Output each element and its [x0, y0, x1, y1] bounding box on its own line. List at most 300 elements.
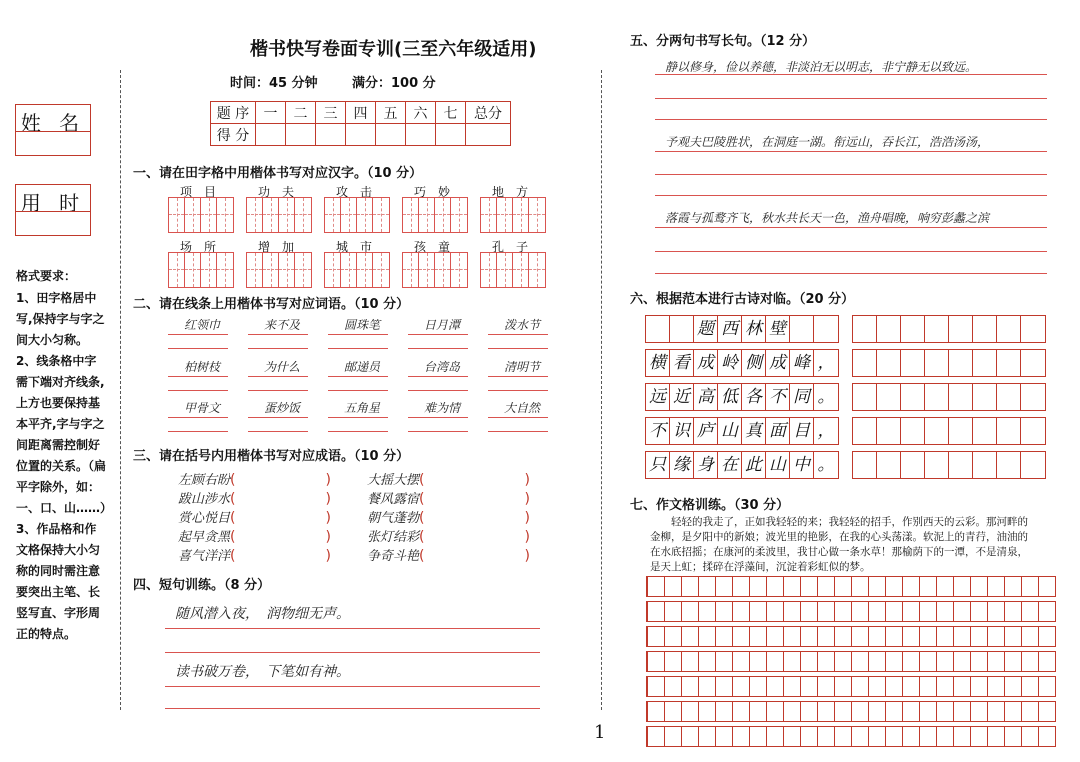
writing-line[interactable] — [248, 390, 308, 391]
vocab-word: 邮递员 — [343, 360, 380, 374]
writing-line[interactable] — [248, 431, 308, 432]
open-paren: ( — [230, 548, 236, 564]
writing-line[interactable] — [328, 417, 388, 418]
tian-cell[interactable] — [419, 253, 435, 287]
poem-char: 山 — [766, 452, 790, 478]
poem-practice-row[interactable] — [852, 417, 1046, 445]
practice-cell[interactable] — [877, 316, 901, 342]
practice-cell[interactable] — [997, 316, 1021, 342]
poem-model-row — [645, 383, 839, 411]
score-cell: 得 分 — [211, 124, 256, 146]
writing-line[interactable] — [655, 98, 1047, 99]
time-limit: 时间：45 分钟 — [230, 76, 318, 91]
long-sentence-3: 落霞与孤鹜齐飞，秋水共长天一色，渔舟唱晚，响穷彭蠡之滨 — [665, 211, 990, 225]
tian-cell[interactable] — [325, 198, 341, 232]
score-input[interactable] — [376, 124, 406, 146]
tian-cell[interactable] — [295, 198, 311, 232]
close-paren: ) — [325, 529, 331, 545]
writing-line[interactable] — [168, 417, 228, 418]
tian-grid[interactable] — [246, 252, 312, 288]
tian-cell[interactable] — [217, 253, 233, 287]
score-input[interactable] — [316, 124, 346, 146]
writing-line[interactable] — [248, 334, 308, 335]
writing-line[interactable] — [328, 348, 388, 349]
idiom-row — [367, 488, 530, 507]
tian-cell[interactable] — [247, 198, 263, 232]
name-label: 姓 名 — [20, 111, 86, 135]
score-cell: 题 序 — [211, 102, 256, 124]
writing-line[interactable] — [408, 390, 468, 391]
time-used-box[interactable] — [15, 184, 91, 236]
writing-line[interactable] — [165, 652, 540, 653]
poem-practice-row[interactable] — [852, 451, 1046, 479]
idiom-row — [367, 526, 530, 545]
vocab-word: 难为情 — [423, 401, 460, 415]
poem-char: 横 — [646, 350, 670, 376]
poem-char: 看 — [670, 350, 694, 376]
close-paren: ) — [524, 472, 530, 488]
practice-cell[interactable] — [997, 452, 1021, 478]
idiom-text: 张灯结彩 — [367, 530, 420, 545]
tian-cell[interactable] — [435, 198, 451, 232]
tian-cell[interactable] — [481, 253, 497, 287]
writing-line[interactable] — [248, 376, 308, 377]
section-6-title: 六、根据范本进行古诗对临。（20 分） — [630, 292, 855, 307]
practice-cell[interactable] — [853, 350, 877, 376]
poem-char: 同 — [790, 384, 814, 410]
tian-grid[interactable] — [480, 197, 546, 233]
poem-practice-row[interactable] — [852, 383, 1046, 411]
practice-cell[interactable] — [997, 350, 1021, 376]
close-paren: ) — [524, 510, 530, 526]
tian-cell[interactable] — [529, 198, 545, 232]
tian-cell[interactable] — [263, 253, 279, 287]
score-input[interactable] — [466, 124, 511, 146]
essay-passage: 轻轻的我走了，正如我轻轻的来；我轻轻的招手，作别西天的云彩。那河畔的金柳，是夕阳中的新娘；波光里的艳影，在我的心头荡漾。软泥上的青荇，油油的在水底招摇；在康河的柔波里，我甘心做一条水草！那榆荫下的一潭，不是清泉，是天上虹；揉碎在浮藻间，沉淀着彩虹似的梦。 — [650, 516, 1028, 573]
practice-cell[interactable] — [973, 452, 997, 478]
left-divider — [120, 70, 121, 710]
open-paren: ( — [419, 529, 425, 545]
tian-cell[interactable] — [341, 198, 357, 232]
section-1-title: 一、请在田字格中用楷体书写对应汉字。（10 分） — [133, 166, 423, 181]
tian-cell[interactable] — [373, 253, 389, 287]
practice-cell[interactable] — [901, 384, 925, 410]
writing-line[interactable] — [408, 431, 468, 432]
page-number: 1 — [594, 722, 606, 743]
open-paren: ( — [419, 472, 425, 488]
score-input[interactable] — [286, 124, 316, 146]
open-paren: ( — [230, 472, 236, 488]
open-paren: ( — [230, 491, 236, 507]
poem-char: 缘 — [670, 452, 694, 478]
idiom-text: 大摇大摆 — [367, 473, 420, 488]
poem-char — [670, 316, 694, 342]
tian-cell[interactable] — [357, 253, 373, 287]
poem-char: 庐 — [694, 418, 718, 444]
tian-word-label: 孔 子 — [491, 240, 528, 254]
section-2-title: 二、请在线条上用楷体书写对应词语。（10 分） — [133, 297, 410, 312]
vocab-word: 日月潭 — [423, 318, 460, 332]
practice-cell[interactable] — [973, 350, 997, 376]
idiom-row — [178, 526, 331, 545]
score-cell: 总分 — [466, 102, 511, 124]
writing-line[interactable] — [165, 686, 540, 687]
format-title: 格式要求： — [16, 269, 77, 283]
tian-cell[interactable] — [403, 253, 419, 287]
practice-cell[interactable] — [1021, 350, 1045, 376]
tian-cell[interactable] — [497, 198, 513, 232]
poem-char: 面 — [766, 418, 790, 444]
poem-char: 。 — [817, 455, 835, 475]
poem-char: 。 — [817, 387, 835, 407]
vocab-word: 泼水节 — [503, 318, 540, 332]
tian-cell[interactable] — [279, 253, 295, 287]
score-table-header-row — [211, 102, 511, 124]
score-cell: 六 — [406, 102, 436, 124]
score-input[interactable] — [406, 124, 436, 146]
tian-cell[interactable] — [451, 198, 467, 232]
tian-cell[interactable] — [325, 253, 341, 287]
vocab-word: 柏树枝 — [183, 360, 220, 374]
poem-char: 山 — [718, 418, 742, 444]
vocab-word: 台湾岛 — [423, 360, 460, 374]
idiom-row — [178, 488, 331, 507]
tian-grid[interactable] — [246, 197, 312, 233]
poem-char: ， — [817, 353, 835, 373]
score-cell: 二 — [286, 102, 316, 124]
section-7-title: 七、作文格训练。（30 分） — [630, 498, 790, 513]
writing-line[interactable] — [488, 334, 548, 335]
practice-cell[interactable] — [901, 350, 925, 376]
practice-cell[interactable] — [925, 452, 949, 478]
tian-word-label: 场 所 — [179, 240, 216, 254]
vocab-word: 蛋炒饭 — [263, 401, 300, 415]
score-input[interactable] — [436, 124, 466, 146]
tian-word-label: 地 方 — [491, 185, 528, 199]
poem-char: 目 — [790, 418, 814, 444]
writing-line[interactable] — [655, 74, 1047, 75]
idiom-text: 左顾右盼 — [178, 473, 231, 488]
tian-cell[interactable] — [185, 253, 201, 287]
tian-grid[interactable] — [402, 197, 468, 233]
poem-char — [790, 316, 814, 342]
practice-cell[interactable] — [925, 418, 949, 444]
writing-line[interactable] — [168, 390, 228, 391]
close-paren: ) — [524, 529, 530, 545]
essay-grid-row[interactable] — [646, 626, 1056, 647]
short-sentence-1: 随风潜入夜， 润物细无声。 — [175, 606, 350, 622]
long-sentence-1: 静以修身，俭以养德，非淡泊无以明志，非宁静无以致远。 — [665, 60, 978, 74]
poem-char — [814, 316, 838, 342]
score-table — [210, 101, 511, 146]
close-paren: ) — [524, 491, 530, 507]
close-paren: ) — [325, 510, 331, 526]
practice-cell[interactable] — [949, 350, 973, 376]
writing-line[interactable] — [488, 376, 548, 377]
open-paren: ( — [419, 491, 425, 507]
practice-cell[interactable] — [949, 452, 973, 478]
poem-char: 成 — [694, 350, 718, 376]
practice-cell[interactable] — [949, 418, 973, 444]
close-paren: ) — [325, 472, 331, 488]
tian-grid[interactable] — [402, 252, 468, 288]
tian-grid[interactable] — [324, 252, 390, 288]
poem-practice-row[interactable] — [852, 349, 1046, 377]
section-4-title: 四、短句训练。（8 分） — [133, 578, 271, 593]
page-title: 楷书快写卷面专训(三至六年级适用) — [250, 39, 537, 60]
tian-cell[interactable] — [373, 198, 389, 232]
idiom-text: 跋山涉水 — [178, 492, 231, 507]
idiom-row — [178, 507, 331, 526]
writing-line[interactable] — [165, 628, 540, 629]
poem-model-row — [645, 315, 839, 343]
tian-word-label: 城 市 — [335, 240, 372, 254]
tian-cell[interactable] — [247, 253, 263, 287]
format-rule-3: 3、作品格和作文格保持大小匀称的同时需注意要突出主笔、长竖写直、字形周正的特点。 — [16, 522, 101, 641]
poem-char: 西 — [718, 316, 742, 342]
tian-grid[interactable] — [168, 252, 234, 288]
tian-cell[interactable] — [201, 198, 217, 232]
poem-char: 题 — [694, 316, 718, 342]
tian-cell[interactable] — [279, 198, 295, 232]
writing-line[interactable] — [655, 119, 1047, 120]
writing-line[interactable] — [168, 431, 228, 432]
tian-cell[interactable] — [169, 253, 185, 287]
vocab-word: 来不及 — [263, 318, 300, 332]
score-cell: 一 — [256, 102, 286, 124]
practice-cell[interactable] — [877, 452, 901, 478]
vocab-word: 红领巾 — [183, 318, 220, 332]
tian-word-label: 巧 妙 — [413, 185, 450, 199]
tian-cell[interactable] — [295, 253, 311, 287]
tian-cell[interactable] — [185, 198, 201, 232]
poem-char: 成 — [766, 350, 790, 376]
writing-line[interactable] — [655, 195, 1047, 196]
poem-char: 各 — [742, 384, 766, 410]
name-box[interactable] — [15, 104, 91, 156]
practice-cell[interactable] — [949, 384, 973, 410]
poem-char: ， — [817, 421, 835, 441]
section-3-title: 三、请在括号内用楷体书写对应成语。（10 分） — [133, 449, 410, 464]
essay-grid-row[interactable] — [646, 701, 1056, 722]
format-rule-2: 2、线条格中字需下端对齐线条,上方也要保持基本平齐,字与字之间距离需控制好位置的关系。（扁平字除外，如：一、口、山……） — [16, 354, 113, 515]
poem-model-row — [645, 417, 839, 445]
writing-line[interactable] — [328, 376, 388, 377]
practice-cell[interactable] — [853, 384, 877, 410]
poem-model-row — [645, 349, 839, 377]
practice-cell[interactable] — [973, 384, 997, 410]
writing-line[interactable] — [408, 334, 468, 335]
format-rule-1: 1、田字格居中写,保持字与字之间大小匀称。 — [16, 291, 105, 347]
tian-cell[interactable] — [451, 253, 467, 287]
tian-cell[interactable] — [419, 198, 435, 232]
practice-cell[interactable] — [997, 418, 1021, 444]
tian-word-label: 孩 童 — [413, 240, 450, 254]
score-table-score-row — [211, 124, 511, 146]
writing-line[interactable] — [488, 390, 548, 391]
short-sentence-2: 读书破万卷， 下笔如有神。 — [175, 664, 350, 680]
practice-cell[interactable] — [1021, 418, 1045, 444]
poem-char: 身 — [694, 452, 718, 478]
open-paren: ( — [230, 510, 236, 526]
writing-line[interactable] — [655, 227, 1047, 228]
writing-line[interactable] — [408, 417, 468, 418]
idiom-text: 朝气蓬勃 — [367, 511, 420, 526]
vocab-word: 大自然 — [503, 401, 540, 415]
idiom-row — [178, 545, 331, 564]
writing-line[interactable] — [168, 334, 228, 335]
writing-line[interactable] — [168, 348, 228, 349]
poem-char: 只 — [646, 452, 670, 478]
practice-cell[interactable] — [877, 350, 901, 376]
tian-cell[interactable] — [217, 198, 233, 232]
idiom-row — [367, 507, 530, 526]
close-paren: ) — [325, 491, 331, 507]
writing-line[interactable] — [328, 334, 388, 335]
practice-cell[interactable] — [925, 350, 949, 376]
tian-cell[interactable] — [341, 253, 357, 287]
essay-grid-row[interactable] — [646, 651, 1056, 672]
practice-cell[interactable] — [853, 316, 877, 342]
tian-cell[interactable] — [169, 198, 185, 232]
poem-char: 真 — [742, 418, 766, 444]
practice-cell[interactable] — [853, 452, 877, 478]
poem-char: 低 — [718, 384, 742, 410]
tian-cell[interactable] — [481, 198, 497, 232]
poem-char: 峰 — [790, 350, 814, 376]
tian-cell[interactable] — [435, 253, 451, 287]
tian-word-label: 增 加 — [257, 240, 294, 254]
practice-cell[interactable] — [925, 316, 949, 342]
poem-char: 不 — [646, 418, 670, 444]
poem-char: 识 — [670, 418, 694, 444]
poem-char: 在 — [718, 452, 742, 478]
score-input[interactable] — [256, 124, 286, 146]
writing-line[interactable] — [408, 348, 468, 349]
poem-char: 近 — [670, 384, 694, 410]
practice-cell[interactable] — [901, 316, 925, 342]
score-cell: 三 — [316, 102, 346, 124]
score-input[interactable] — [346, 124, 376, 146]
practice-cell[interactable] — [973, 418, 997, 444]
writing-line[interactable] — [328, 390, 388, 391]
tian-cell[interactable] — [529, 253, 545, 287]
poem-practice-row[interactable] — [852, 315, 1046, 343]
writing-line[interactable] — [328, 431, 388, 432]
tian-word-label: 功 夫 — [257, 185, 294, 199]
close-paren: ) — [524, 548, 530, 564]
practice-cell[interactable] — [997, 384, 1021, 410]
essay-grid-row[interactable] — [646, 576, 1056, 597]
poem-char: 侧 — [742, 350, 766, 376]
writing-line[interactable] — [488, 431, 548, 432]
writing-line[interactable] — [248, 348, 308, 349]
full-score: 满分：100 分 — [352, 76, 436, 91]
practice-cell[interactable] — [853, 418, 877, 444]
practice-cell[interactable] — [1021, 452, 1045, 478]
vocab-word: 圆珠笔 — [343, 318, 380, 332]
writing-line[interactable] — [655, 251, 1047, 252]
idiom-row — [367, 545, 530, 564]
writing-line[interactable] — [655, 273, 1047, 274]
score-cell: 七 — [436, 102, 466, 124]
practice-cell[interactable] — [1021, 316, 1045, 342]
tian-cell[interactable] — [263, 198, 279, 232]
format-rules — [16, 288, 113, 645]
essay-grid-row[interactable] — [646, 601, 1056, 622]
tian-word-label: 攻 击 — [335, 185, 372, 199]
poem-char: 不 — [766, 384, 790, 410]
writing-line[interactable] — [488, 417, 548, 418]
writing-line[interactable] — [248, 417, 308, 418]
practice-cell[interactable] — [949, 316, 973, 342]
tian-cell[interactable] — [513, 253, 529, 287]
tian-cell[interactable] — [357, 198, 373, 232]
idiom-text: 起早贪黑 — [178, 530, 231, 545]
tian-grid[interactable] — [324, 197, 390, 233]
writing-line[interactable] — [168, 376, 228, 377]
tian-word-label: 项 目 — [179, 185, 216, 199]
vocab-word: 清明节 — [503, 360, 540, 374]
idiom-row — [178, 469, 331, 488]
close-paren: ) — [325, 548, 331, 564]
writing-line[interactable] — [655, 174, 1047, 175]
long-sentence-2: 予观夫巴陵胜状，在洞庭一湖。衔远山，吞长江，浩浩汤汤， — [665, 135, 990, 149]
poem-char: 此 — [742, 452, 766, 478]
tian-cell[interactable] — [513, 198, 529, 232]
poem-char — [646, 316, 670, 342]
vocab-word: 五角星 — [343, 401, 380, 415]
practice-cell[interactable] — [973, 316, 997, 342]
essay-grid-row[interactable] — [646, 726, 1056, 747]
open-paren: ( — [230, 529, 236, 545]
idiom-row — [367, 469, 530, 488]
writing-line[interactable] — [165, 708, 540, 709]
idiom-text: 餐风露宿 — [367, 492, 420, 507]
writing-line[interactable] — [655, 151, 1047, 152]
writing-line[interactable] — [488, 348, 548, 349]
poem-char: 林 — [742, 316, 766, 342]
poem-char: 高 — [694, 384, 718, 410]
tian-grid[interactable] — [480, 252, 546, 288]
vocab-word: 为什么 — [263, 360, 300, 374]
poem-char: 壁 — [766, 316, 790, 342]
vocab-word: 甲骨文 — [183, 401, 220, 415]
practice-cell[interactable] — [901, 418, 925, 444]
idiom-text: 赏心悦目 — [178, 511, 231, 526]
essay-grid-row[interactable] — [646, 676, 1056, 697]
poem-char: 远 — [646, 384, 670, 410]
poem-model-row — [645, 451, 839, 479]
tian-cell[interactable] — [201, 253, 217, 287]
tian-cell[interactable] — [403, 198, 419, 232]
practice-cell[interactable] — [901, 452, 925, 478]
practice-cell[interactable] — [925, 384, 949, 410]
poem-char: 岭 — [718, 350, 742, 376]
tian-grid[interactable] — [168, 197, 234, 233]
writing-line[interactable] — [408, 376, 468, 377]
tian-cell[interactable] — [497, 253, 513, 287]
idiom-text: 争奇斗艳 — [367, 549, 420, 564]
practice-cell[interactable] — [877, 384, 901, 410]
practice-cell[interactable] — [877, 418, 901, 444]
idiom-text: 喜气洋洋 — [178, 549, 231, 564]
open-paren: ( — [419, 548, 425, 564]
practice-cell[interactable] — [1021, 384, 1045, 410]
score-cell: 五 — [376, 102, 406, 124]
section-5-title: 五、分两句书写长句。（12 分） — [630, 34, 816, 49]
score-cell: 四 — [346, 102, 376, 124]
